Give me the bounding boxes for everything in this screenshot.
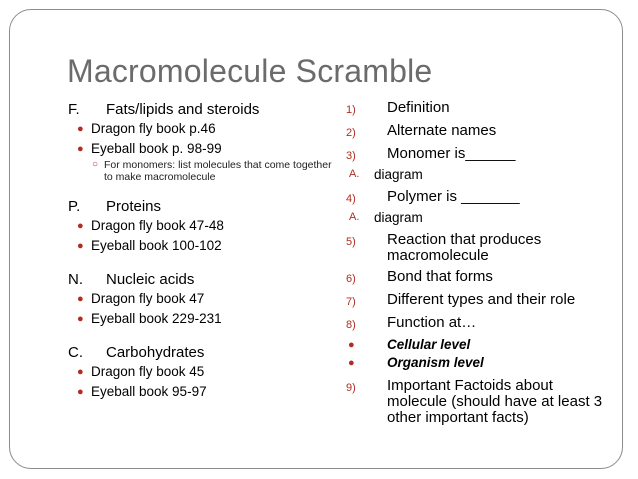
numbered-item — [346, 269, 608, 287]
bullet-icon: ● — [77, 386, 84, 398]
item-text: Important Factoids about molecule (should have at least 3 other important facts) — [387, 377, 603, 426]
section-items — [68, 119, 338, 159]
list-item: ● Eyeball book 100-102 — [68, 236, 338, 256]
sub-list — [346, 209, 608, 226]
section-letter: P. — [68, 198, 81, 215]
numbered-item — [346, 292, 608, 310]
sub-item: A. diagram — [346, 209, 608, 226]
section-heading — [68, 197, 338, 216]
item-number: 2) — [346, 127, 356, 139]
item-text: Bond that forms — [387, 268, 493, 285]
section-fats — [68, 100, 338, 183]
item-text: Function at… — [387, 314, 477, 331]
item-text: Monomer is______ — [387, 145, 516, 162]
section-carbohydrates — [68, 343, 338, 402]
bullet-icon: ● — [77, 143, 84, 155]
function-levels — [346, 336, 608, 372]
section-heading — [68, 270, 338, 289]
list-item: ● Eyeball book p. 98-99 — [68, 139, 338, 159]
section-title: Nucleic acids — [106, 271, 195, 288]
sub-list — [346, 166, 608, 183]
section-items — [68, 362, 338, 402]
list-item: ● Organism level — [348, 355, 484, 370]
section-title: Fats/lipids and steroids — [106, 101, 260, 118]
section-title: Proteins — [106, 198, 162, 215]
item-number: 4) — [346, 193, 356, 205]
numbered-item — [346, 315, 608, 333]
section-proteins — [68, 197, 338, 256]
section-heading — [68, 100, 338, 119]
left-column — [68, 100, 338, 402]
item-number: 8) — [346, 319, 356, 331]
section-letter: N. — [68, 271, 83, 288]
section-heading — [68, 343, 338, 362]
list-item: ● Eyeball book 95-97 — [68, 382, 338, 402]
slide-title: Macromolecule Scramble — [67, 53, 433, 89]
section-items — [68, 216, 338, 256]
section-items — [68, 289, 338, 329]
bullet-icon: ● — [77, 220, 84, 232]
monomer-note: ○ For monomers: list molecules that come together to make macromolecule — [92, 159, 332, 183]
sub-marker: A. — [349, 168, 360, 180]
bullet-icon: ● — [77, 240, 84, 252]
item-text: Polymer is _______ — [387, 188, 520, 205]
item-number: 5) — [346, 236, 356, 248]
list-item: ● Cellular level — [348, 337, 471, 352]
sub-marker: A. — [349, 211, 360, 223]
bullet-icon: ● — [77, 123, 84, 135]
item-number: 3) — [346, 150, 356, 162]
right-column — [346, 100, 608, 431]
list-item: ● Dragon fly book 47-48 — [68, 216, 338, 236]
sub-item: A. diagram — [346, 166, 608, 183]
list-item: ● Eyeball book 229-231 — [68, 309, 338, 329]
numbered-item — [346, 146, 608, 164]
numbered-item — [346, 232, 608, 264]
bullet-icon: ● — [348, 339, 355, 351]
item-text: Alternate names — [387, 122, 497, 139]
section-letter: F. — [68, 101, 80, 118]
numbered-item — [346, 378, 608, 426]
bullet-icon: ● — [77, 366, 84, 378]
bullet-icon: ● — [77, 293, 84, 305]
list-item: ● Dragon fly book 45 — [68, 362, 338, 382]
numbered-item — [346, 100, 608, 118]
section-letter: C. — [68, 344, 83, 361]
numbered-item — [346, 189, 608, 207]
item-number: 9) — [346, 382, 356, 394]
item-text: Definition — [387, 99, 450, 116]
item-number: 7) — [346, 296, 356, 308]
item-number: 6) — [346, 273, 356, 285]
numbered-item — [346, 123, 608, 141]
list-item: ● Dragon fly book 47 — [68, 289, 338, 309]
circle-bullet-icon: ○ — [92, 159, 99, 170]
item-text: Different types and their role — [387, 291, 576, 308]
item-number: 1) — [346, 104, 356, 116]
list-item: ● Dragon fly book p.46 — [68, 119, 338, 139]
bullet-icon: ● — [348, 357, 355, 369]
section-nucleic-acids — [68, 270, 338, 329]
item-text: Reaction that produces macromolecule — [387, 231, 542, 264]
section-title: Carbohydrates — [106, 344, 205, 361]
bullet-icon: ● — [77, 313, 84, 325]
